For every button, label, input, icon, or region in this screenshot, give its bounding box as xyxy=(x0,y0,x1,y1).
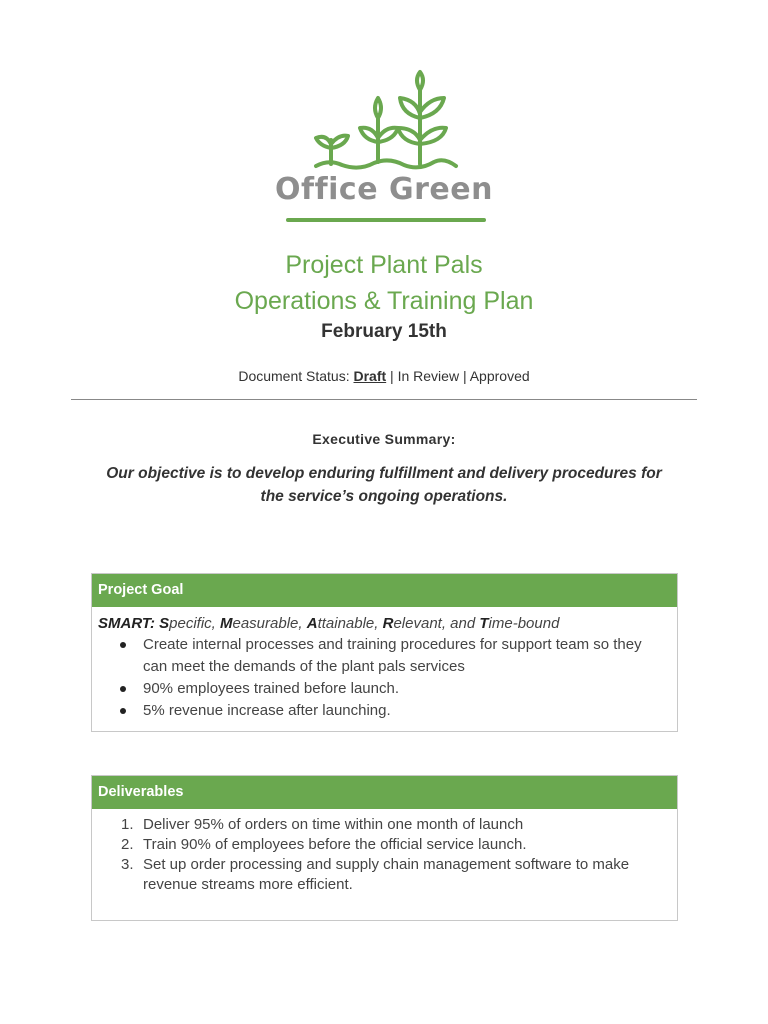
list-item-text: Deliver 95% of orders on time within one month of launch xyxy=(143,816,524,833)
list-item xyxy=(98,815,669,835)
status-draft: Draft xyxy=(353,368,387,384)
status-separator: | xyxy=(459,368,470,384)
smart-word: easurable, xyxy=(232,615,307,632)
smart-word: ime-bound xyxy=(488,615,560,632)
smart-word: elevant, and xyxy=(393,615,480,632)
list-item xyxy=(98,678,669,700)
list-item-text: 90% employees trained before launch. xyxy=(143,680,399,697)
list-item-text: 5% revenue increase after launching. xyxy=(143,702,391,719)
executive-summary-heading: Executive Summary: xyxy=(312,431,456,447)
brand-name: Office Green xyxy=(275,172,493,207)
document-subtitle: Operations & Training Plan xyxy=(234,287,534,315)
list-number: 3. xyxy=(121,856,134,873)
smart-initial: M xyxy=(220,615,233,632)
smart-initial: S xyxy=(159,615,170,632)
document-title: Project Plant Pals xyxy=(285,251,483,279)
list-number: 1. xyxy=(121,816,134,833)
smart-definition xyxy=(98,613,669,634)
status-approved: Approved xyxy=(469,368,530,384)
list-item-text: Create internal processes and training procedures for support team so they can meet the demands of the plant pals services xyxy=(143,636,642,675)
bullet-icon xyxy=(120,642,126,648)
project-goal-body xyxy=(92,607,677,722)
smart-initial: A xyxy=(306,615,318,632)
list-item-text: Train 90% of employees before the official service launch. xyxy=(143,836,527,853)
goal-list xyxy=(98,634,669,722)
deliverables-heading: Deliverables xyxy=(92,776,677,809)
list-item xyxy=(98,855,669,895)
sprouting-plants-icon xyxy=(284,62,484,174)
deliverables-body xyxy=(92,809,677,895)
status-separator: | xyxy=(386,368,398,384)
deliverables-list xyxy=(98,815,669,895)
brand-underline xyxy=(286,218,486,222)
status-in-review: In Review xyxy=(397,368,460,384)
list-item-text: Set up order processing and supply chain management software to make revenue streams more efficient. xyxy=(143,856,630,893)
document-date: February 15th xyxy=(321,321,447,342)
bullet-icon xyxy=(120,708,126,714)
list-item xyxy=(98,634,669,678)
project-goal-card xyxy=(91,573,678,732)
list-number: 2. xyxy=(121,836,134,853)
smart-initial: T xyxy=(479,615,489,632)
smart-label: SMART: xyxy=(98,615,155,632)
document-status xyxy=(0,368,768,384)
divider xyxy=(71,399,697,400)
smart-word: ttainable, xyxy=(317,615,383,632)
deliverables-card xyxy=(91,775,678,921)
smart-word: pecific, xyxy=(169,615,220,632)
smart-initial: R xyxy=(382,615,394,632)
bullet-icon xyxy=(120,686,126,692)
status-label: Document Status: xyxy=(238,368,350,384)
project-goal-heading: Project Goal xyxy=(92,574,677,607)
executive-summary-text: Our objective is to develop enduring fulfillment and delivery procedures for the service’s ongoing operations. xyxy=(106,465,662,505)
list-item xyxy=(98,700,669,722)
list-item xyxy=(98,835,669,855)
